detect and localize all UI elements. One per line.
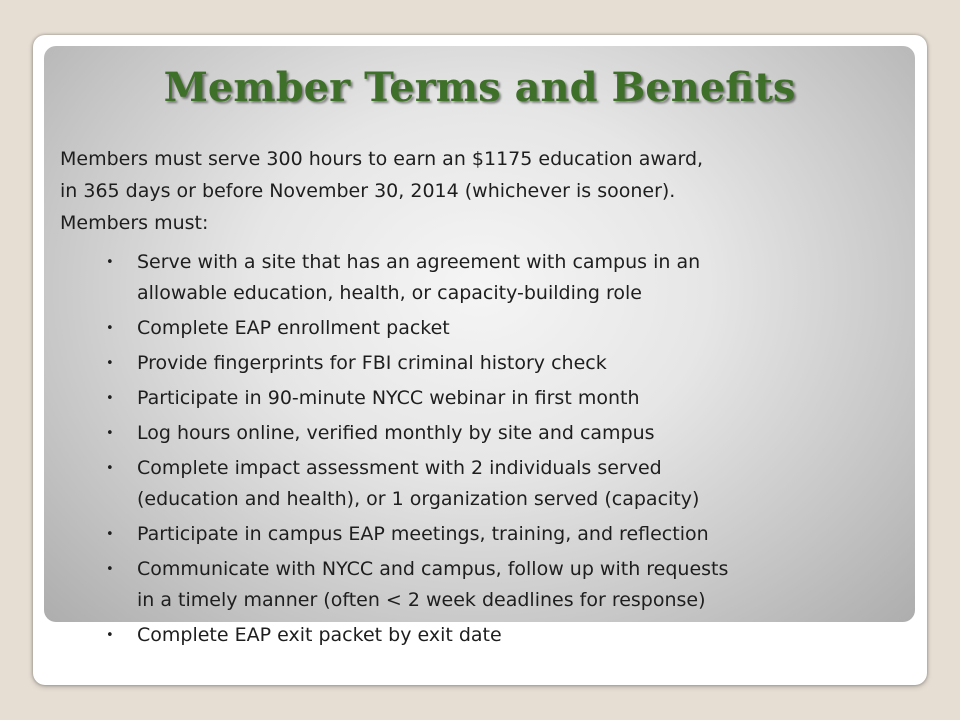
- list-item-line: Communicate with NYCC and campus, follow up with requests: [137, 558, 729, 580]
- intro-line: in 365 days or before November 30, 2014 (whichever is sooner).: [60, 180, 676, 202]
- list-item-line: Serve with a site that has an agreement with campus in an: [137, 251, 701, 273]
- list-item-line: Provide fingerprints for FBI criminal history check: [137, 352, 607, 374]
- intro-line: Members must serve 300 hours to earn an $1175 education award,: [60, 148, 704, 170]
- list-item-line: in a timely manner (often < 2 week deadlines for response): [137, 589, 706, 611]
- list-item: [60, 620, 910, 651]
- bullet-icon: •: [106, 255, 114, 270]
- list-item-line: Participate in campus EAP meetings, training, and reflection: [137, 523, 709, 545]
- list-item-line: Log hours online, verified monthly by site and campus: [137, 422, 655, 444]
- list-item: [60, 519, 910, 550]
- list-item-line: Complete impact assessment with 2 individuals served: [137, 457, 662, 479]
- bullet-icon: •: [106, 356, 114, 371]
- bullet-icon: •: [106, 321, 114, 336]
- bullet-icon: •: [106, 461, 114, 476]
- list-item: [60, 348, 910, 379]
- bullet-icon: •: [106, 391, 114, 406]
- bullet-icon: •: [106, 562, 114, 577]
- list-item: [60, 418, 910, 449]
- list-item-line: Complete EAP exit packet by exit date: [137, 624, 502, 646]
- requirements-list: [60, 247, 910, 655]
- list-item: [60, 554, 910, 616]
- list-item-line: (education and health), or 1 organization served (capacity): [137, 488, 700, 510]
- bullet-icon: •: [106, 527, 114, 542]
- list-item-line: Complete EAP enrollment packet: [137, 317, 450, 339]
- intro-text: [60, 143, 910, 239]
- bullet-icon: •: [106, 426, 114, 441]
- bullet-icon: •: [106, 628, 114, 643]
- list-item: [60, 383, 910, 414]
- slide-title: Member Terms and Benefits: [163, 64, 796, 111]
- list-item: [60, 313, 910, 344]
- list-item-line: allowable education, health, or capacity-building role: [137, 282, 642, 304]
- list-item: [60, 247, 910, 309]
- list-item: [60, 453, 910, 515]
- list-item-line: Participate in 90-minute NYCC webinar in first month: [137, 387, 640, 409]
- intro-line: Members must:: [60, 212, 209, 234]
